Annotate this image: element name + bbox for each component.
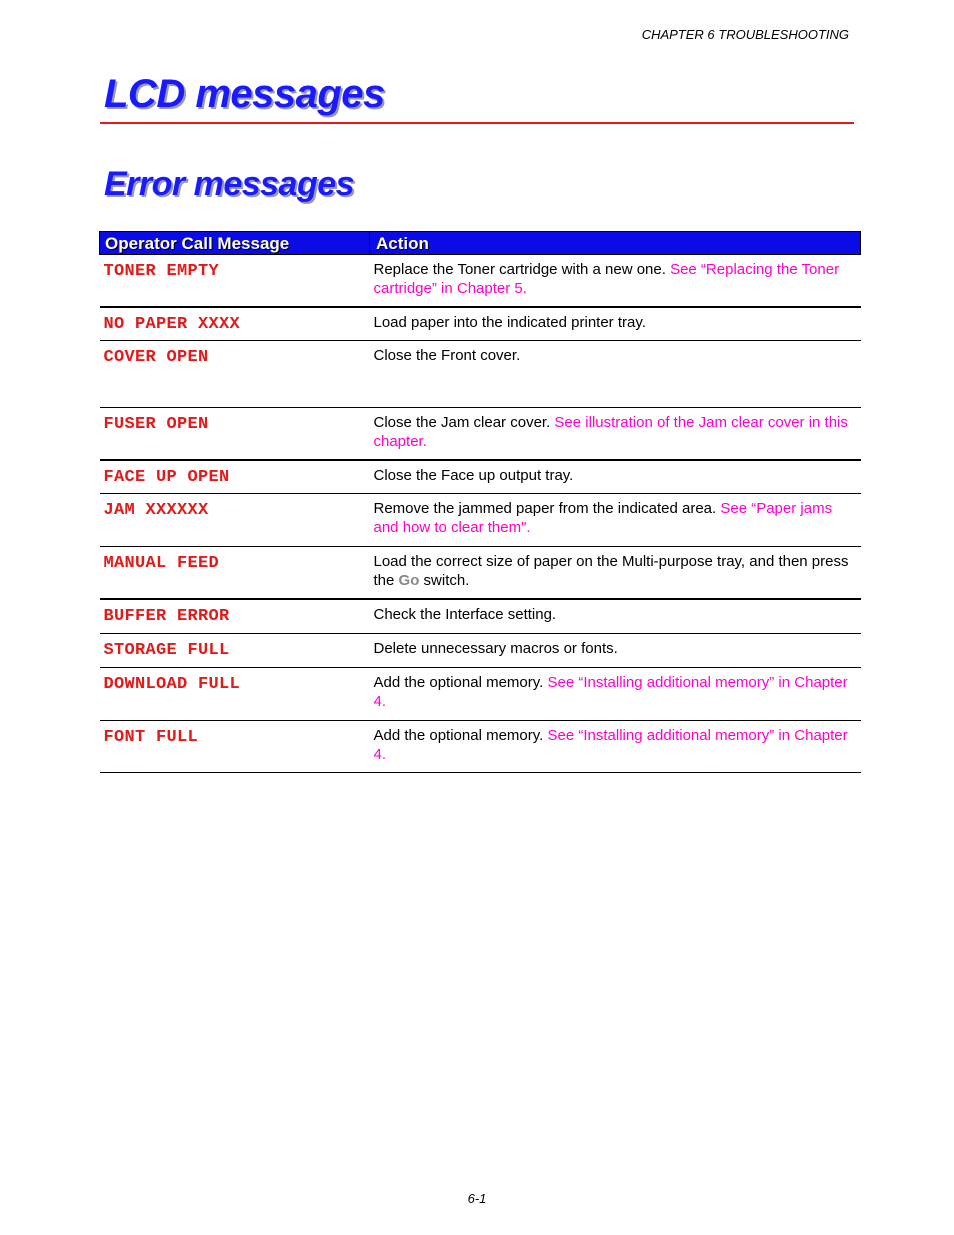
cross-reference-link[interactable]: See “Replacing the Toner cartridge” in Chapter 5.: [373, 261, 840, 297]
action-plain: Close the Jam clear cover.: [373, 414, 555, 431]
message-fuser-open: FUSER OPEN: [103, 415, 209, 434]
message-no-paper: NO PAPER XXXX: [103, 315, 241, 334]
column-header-message: Operator Call Message: [100, 232, 370, 255]
message-face-up-open: FACE UP OPEN: [103, 468, 230, 487]
message-download-full: DOWNLOAD FULL: [103, 674, 241, 694]
message-manual-feed: MANUAL FEED: [103, 554, 220, 573]
page-title: LCD messages: [104, 72, 385, 116]
title-rule: [100, 122, 854, 124]
message-toner-empty: TONER EMPTY: [103, 262, 220, 281]
action-plain: Remove the jammed paper from the indicated area.: [373, 500, 721, 517]
action-text: Close the Face up output tray.: [373, 467, 574, 484]
message-font-full: FONT FULL: [103, 727, 199, 747]
table-row: [100, 633, 861, 667]
action-plain: Add the optional memory.: [373, 673, 548, 691]
action-text: Delete unnecessary macros or fonts.: [373, 639, 618, 657]
cross-reference-link[interactable]: See “Installing additional memory” in Chapter 4.: [373, 726, 848, 763]
message-cover-open: COVER OPEN: [103, 348, 209, 367]
cross-reference-link[interactable]: See illustration of the Jam clear cover in this chapter.: [373, 414, 848, 450]
table-row: [100, 599, 861, 633]
action-text: Check the Interface setting.: [373, 606, 557, 623]
action-text: Close the Front cover.: [373, 347, 521, 364]
action-plain: Load the correct size of paper on the Multi-purpose tray, and then press the: [373, 553, 849, 589]
table-row: [100, 547, 861, 600]
action-plain: Replace the Toner cartridge with a new one.: [373, 261, 671, 278]
action-text: [370, 408, 861, 459]
table-row: [100, 408, 861, 461]
message-storage-full: STORAGE FULL: [103, 640, 230, 660]
action-text: [370, 494, 861, 545]
section-title: Error messages: [104, 165, 355, 203]
action-text: [370, 255, 861, 306]
table-row: [100, 720, 861, 772]
column-header-action: Action: [370, 232, 861, 255]
cross-reference-link[interactable]: See “Installing additional memory” in Chapter 4.: [373, 673, 848, 710]
table-row: [100, 307, 861, 341]
table-header-row: [100, 232, 861, 255]
message-buffer-error: BUFFER ERROR: [103, 607, 230, 626]
table-row: [100, 494, 861, 547]
page-number: 6-1: [467, 1191, 487, 1206]
cross-reference-link[interactable]: See “Paper jams and how to clear them".: [373, 500, 833, 536]
action-text: [370, 721, 861, 772]
table-row: [100, 255, 861, 308]
action-plain-end: switch.: [419, 572, 470, 589]
action-text: Load paper into the indicated printer tray.: [373, 314, 646, 331]
action-text: [370, 547, 861, 598]
action-plain: Add the optional memory.: [373, 726, 548, 744]
action-text: [370, 668, 861, 719]
table-row: [100, 460, 861, 494]
table-row: [100, 667, 861, 720]
message-jam: JAM XXXXXX: [103, 501, 209, 520]
running-header: CHAPTER 6 TROUBLESHOOTING: [641, 27, 849, 42]
table-row: [100, 341, 861, 408]
error-messages-table: [99, 231, 861, 773]
go-switch-label: Go: [398, 572, 420, 589]
